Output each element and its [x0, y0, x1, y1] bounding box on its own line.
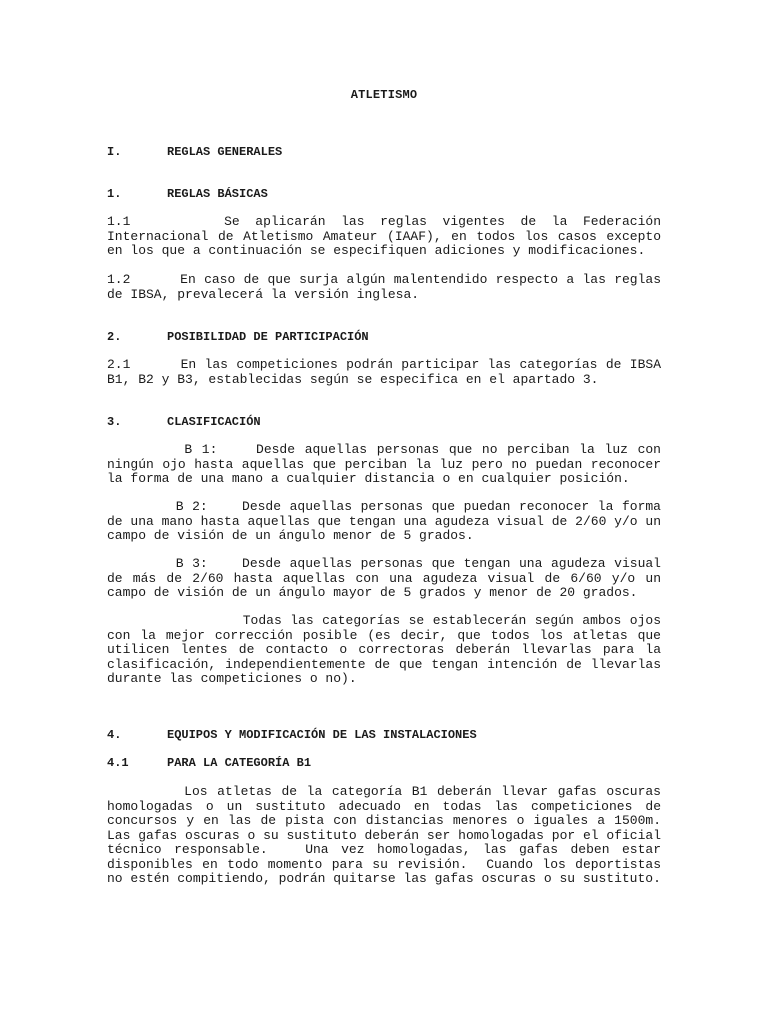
section-label: REGLAS BÁSICAS: [167, 187, 268, 201]
section-label: POSIBILIDAD DE PARTICIPACIÓN: [167, 330, 369, 344]
section-heading-categoria-b1: [107, 756, 311, 770]
paragraph-1-2: 1.2 En caso de que surja algún malentendido respecto a las reglas de IBSA, prevalecerá la versión inglesa.: [107, 272, 669, 302]
paragraph-b2: B 2: Desde aquellas personas que puedan reconocer la forma de una mano hasta aquellas que tengan una agudeza visual de 2/60 y/o un campo de visión de un ángulo menor de 5 grados.: [107, 499, 669, 543]
paragraph-b1: B 1: Desde aquellas personas que no perciban la luz con ningún ojo hasta aquellas que perciban la luz pero no puedan reconocer la forma de una mano a cualquier distancia o en cualquier posición.: [107, 442, 669, 486]
section-number: I.: [107, 145, 122, 159]
section-label: EQUIPOS Y MODIFICACIÓN DE LAS INSTALACIONES: [167, 728, 477, 742]
section-heading-reglas-generales: [107, 145, 282, 159]
section-number: 1.: [107, 187, 122, 201]
document-title: ATLETISMO: [350, 88, 418, 102]
section-label: PARA LA CATEGORÍA B1: [167, 756, 312, 770]
section-label: REGLAS GENERALES: [167, 145, 283, 159]
section-label: CLASIFICACIÓN: [167, 415, 261, 429]
section-heading-clasificacion: [107, 415, 261, 429]
section-number: 3.: [107, 415, 122, 429]
paragraph-todas-categorias: Todas las categorías se establecerán según ambos ojos con la mejor corrección posible (es decir, que todos los atletas que utilicen lentes de contacto o correctoras deberán llevarlas para la clasificación, independientemente de que tengan intención de llevarlas durante las competiciones o no).: [107, 613, 669, 686]
section-number: 2.: [107, 330, 122, 344]
paragraph-4-1: Los atletas de la categoría B1 deberán llevar gafas oscuras homologadas o un sustituto adecuado en todas las competiciones de concursos y en las de pista con distancias menores o iguales a 1500m. Las gafas oscuras o su sustituto deberán ser homologadas por el oficial técnico responsable. Una vez homologadas, las gafas deben estar disponibles en todo momento para su revisión. Cuando los deportistas no estén compitiendo, podrán quitarse las gafas oscuras o su sustituto.: [107, 784, 669, 886]
section-heading-equipos: [107, 728, 477, 742]
section-number: 4.1: [107, 756, 129, 770]
section-heading-reglas-basicas: [107, 187, 268, 201]
paragraph-1-1: 1.1 Se aplicarán las reglas vigentes de la Federación Internacional de Atletismo Amateur (IAAF), en todos los casos excepto en los que a continuación se especifiquen adiciones y modificaciones.: [107, 214, 669, 258]
section-heading-participacion: [107, 330, 369, 344]
section-number: 4.: [107, 728, 122, 742]
paragraph-b3: B 3: Desde aquellas personas que tengan una agudeza visual de más de 2/60 hasta aquellas con una agudeza visual de 6/60 y/o un campo de visión de un ángulo mayor de 5 grados y menor de 20 grados.: [107, 556, 669, 600]
paragraph-2-1: 2.1 En las competiciones podrán participar las categorías de IBSA B1, B2 y B3, establecidas según se especifica en el apartado 3.: [107, 357, 669, 387]
